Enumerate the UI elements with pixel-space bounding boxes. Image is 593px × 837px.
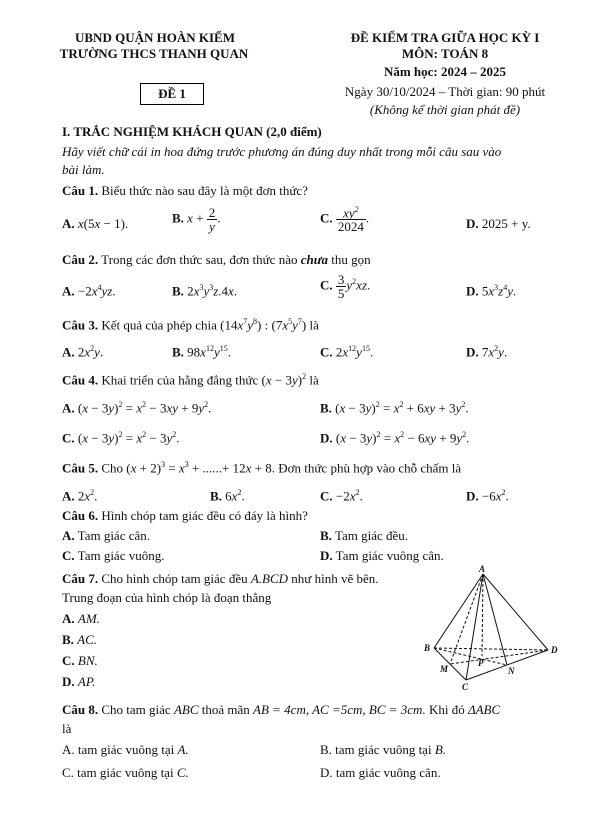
section-title: I. TRẮC NGHIỆM KHÁCH QUAN (2,0 điểm)	[62, 124, 322, 139]
exam-title: ĐỀ KIỂM TRA GIỮA HỌC KỲ I	[350, 30, 540, 45]
q4-option-a: A. $(x - 3y)^2 = x^2 - 3xy + 9y^2$.	[62, 400, 212, 416]
label-n: N	[508, 666, 515, 676]
q7-line2: Trung đoạn của hình chóp là đoạn thẳng	[62, 590, 272, 605]
q1-option-b: B. x + $\frac{2}{y}$ .	[172, 205, 221, 234]
q4-option-c: C. $(x - 3y)^2 = x^2 - 3y^2$.	[62, 430, 180, 446]
q6-option-a: A. Tam giác cân.	[62, 528, 151, 543]
label-c: C	[462, 682, 469, 692]
question-5: Câu 5. Cho $(x + 2)^3 = x^3$ + ......+ 12x + 8. Đơn thức phù hợp vào chỗ chấm là	[62, 460, 462, 476]
q2-option-c: C. $\frac{3}{5}$ $y^2xz$.	[320, 272, 371, 301]
q3-option-d: D. $7x^2y$.	[466, 344, 508, 360]
q2-option-d: D. $5x^3z^4y$.	[466, 283, 517, 299]
edge-ab	[434, 574, 483, 648]
q1-label: Câu 1.	[62, 183, 99, 198]
q1-option-c: C. $\frac{xy^2}{2024}$ .	[320, 205, 370, 235]
q8-option-b: B. tam giác vuông tại B.	[320, 742, 447, 757]
q1-text: Biểu thức nào sau đây là một đơn thức?	[101, 183, 308, 198]
q6-option-b: B. Tam giác đều.	[320, 528, 409, 543]
q5-option-c: C. $-2x^2$.	[320, 488, 363, 504]
q6-option-d: D. Tam giác vuông cân.	[320, 548, 444, 563]
question-6: Câu 6. Hình chóp tam giác đều có đáy là hình?	[62, 508, 308, 523]
segment-am	[450, 574, 483, 664]
q6-option-c: C. Tam giác vuông.	[62, 548, 165, 563]
q8-option-d: D. tam giác vuông cân.	[320, 765, 441, 780]
q5-option-d: D. $-6x^2$.	[466, 488, 509, 504]
school-name: TRƯỜNG THCS THANH QUAN	[59, 46, 249, 61]
q2-option-a: A. $-2x^4yz$.	[62, 283, 116, 299]
q4-option-d: D. $(x - 3y)^2 = x^2 - 6xy + 9y^2$.	[320, 430, 470, 446]
q2-option-b: B. $2x^3y^3z.4x$.	[172, 283, 238, 299]
q8-line2: là	[62, 721, 72, 736]
date-time: Ngày 30/10/2024 – Thời gian: 90 phút	[344, 84, 546, 99]
q7-option-a: A. AM.	[62, 611, 100, 626]
q5-option-a: A. $2x^2$.	[62, 488, 98, 504]
q7-option-b: B. AC.	[62, 632, 98, 647]
q4-option-b: B. $(x - 3y)^2 = x^2 + 6xy + 3y^2$.	[320, 400, 469, 416]
label-m: M	[440, 664, 449, 674]
question-3: Câu 3. Kết quả của phép chia $(14x^7y^8)$ : $(7x^5y^7)$ là	[62, 317, 319, 333]
q8-option-c: C. tam giác vuông tại C.	[62, 765, 189, 780]
edge-bd	[434, 648, 548, 650]
subject: MÔN: TOÁN 8	[401, 46, 489, 61]
q5-option-b: B. $6x^2$.	[210, 488, 245, 504]
question-1	[62, 183, 308, 199]
q1-option-d: D. 2025 + y.	[466, 216, 531, 231]
label-p: P	[478, 658, 484, 668]
segment-dm	[450, 650, 548, 664]
label-d: D	[551, 645, 558, 655]
segment-ap	[482, 574, 483, 656]
label-a: A	[479, 564, 486, 574]
school-year: Năm học: 2024 – 2025	[383, 64, 507, 79]
dept-name: UBND QUẬN HOÀN KIẾM	[75, 30, 235, 45]
q7-option-c: C. BN.	[62, 653, 98, 668]
q3-option-c: C. $2x^{12}y^{15}$.	[320, 344, 374, 360]
instruction-line1: Hãy viết chữ cái in hoa đứng trước phương án đúng duy nhất trong mỗi câu sau vào	[62, 144, 502, 159]
exam-code-box: ĐỀ 1	[140, 83, 204, 105]
time-note: (Không kể thời gian phát đề)	[369, 102, 521, 117]
q3-option-b: B. $98x^{12}y^{15}$.	[172, 344, 231, 360]
pyramid-figure	[420, 564, 560, 694]
q8-option-a: A. tam giác vuông tại A.	[62, 742, 189, 757]
question-7: Câu 7. Cho hình chóp tam giác đều A.BCD như hình vẽ bên.	[62, 571, 379, 586]
question-4: Câu 4. Khai triển của hằng đẳng thức $(x - 3y)^2$ là	[62, 372, 319, 388]
instruction-line2: bài làm.	[62, 162, 105, 177]
label-b: B	[424, 643, 431, 653]
q7-option-d: D. AP.	[62, 674, 96, 689]
q3-option-a: A. $2x^2y$.	[62, 344, 104, 360]
question-2: Câu 2. Trong các đơn thức sau, đơn thức nào chưa thu gọn	[62, 252, 371, 267]
q1-option-a: A. x(5x − 1).	[62, 216, 129, 231]
question-8: Câu 8. Cho tam giác ABC thoả mãn AB = 4cm, AC =5cm, BC = 3cm. Khi đó ΔABC	[62, 702, 501, 717]
